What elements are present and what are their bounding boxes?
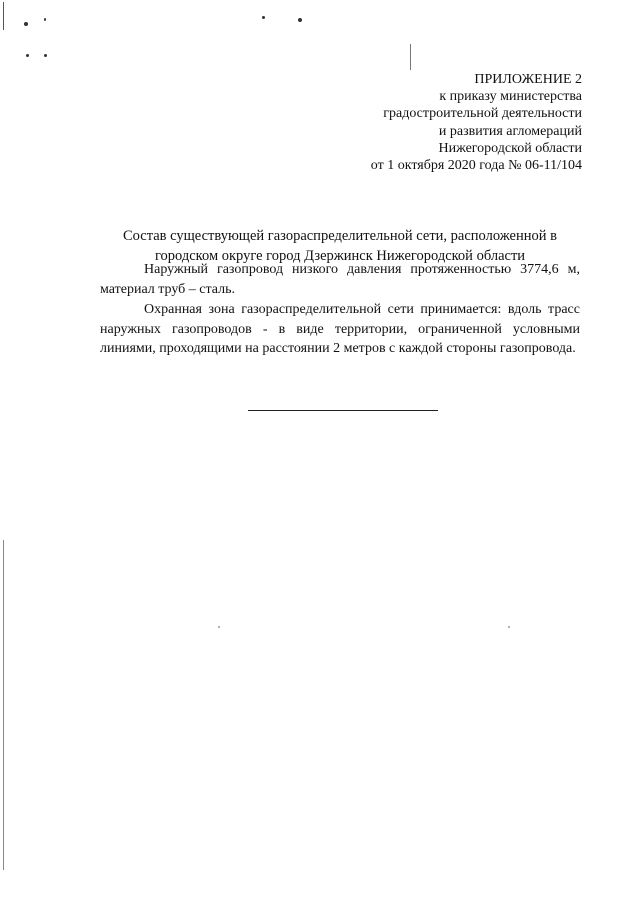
scan-edge-line (3, 540, 4, 870)
paragraph-protection-zone: Охранная зона газораспределительной сети принимается: вдоль трасс наружных газопроводов - в виде территории, ограниченной условными линиями, проходящими на расстоянии 2 метров с каждой стороны газопровода. (100, 302, 580, 356)
scan-edge-line (410, 44, 411, 70)
paragraph-pipeline: Наружный газопровод низкого давления протяженностью 3774,6 м, материал труб – сталь. (100, 262, 580, 297)
scan-speck (218, 626, 220, 628)
scan-speck (44, 18, 46, 21)
closing-rule (248, 410, 438, 411)
scan-edge-line (3, 2, 4, 30)
title-line-2: городском округе город Дзержинск Нижегородской области (154, 248, 526, 264)
scan-speck (44, 54, 47, 57)
document-body (100, 260, 580, 359)
appendix-number: ПРИЛОЖЕНИЕ 2 (474, 72, 582, 87)
title-line-1: Состав существующей газораспределительной сети, расположенной в (123, 228, 557, 244)
scan-speck (26, 54, 29, 57)
appendix-header (371, 71, 582, 174)
ministry-line: градостроительной деятельности (383, 106, 582, 122)
scan-speck (262, 16, 265, 19)
order-reference-line: к приказу министерства (439, 89, 582, 105)
order-date-number: от 1 октября 2020 года № 06-11/104 (370, 158, 582, 174)
scan-speck (508, 626, 510, 628)
ministry-line-2: и развития агломераций (438, 123, 582, 139)
scan-speck (298, 18, 302, 22)
scan-speck (24, 22, 28, 26)
region-line: Нижегородской области (438, 140, 582, 156)
